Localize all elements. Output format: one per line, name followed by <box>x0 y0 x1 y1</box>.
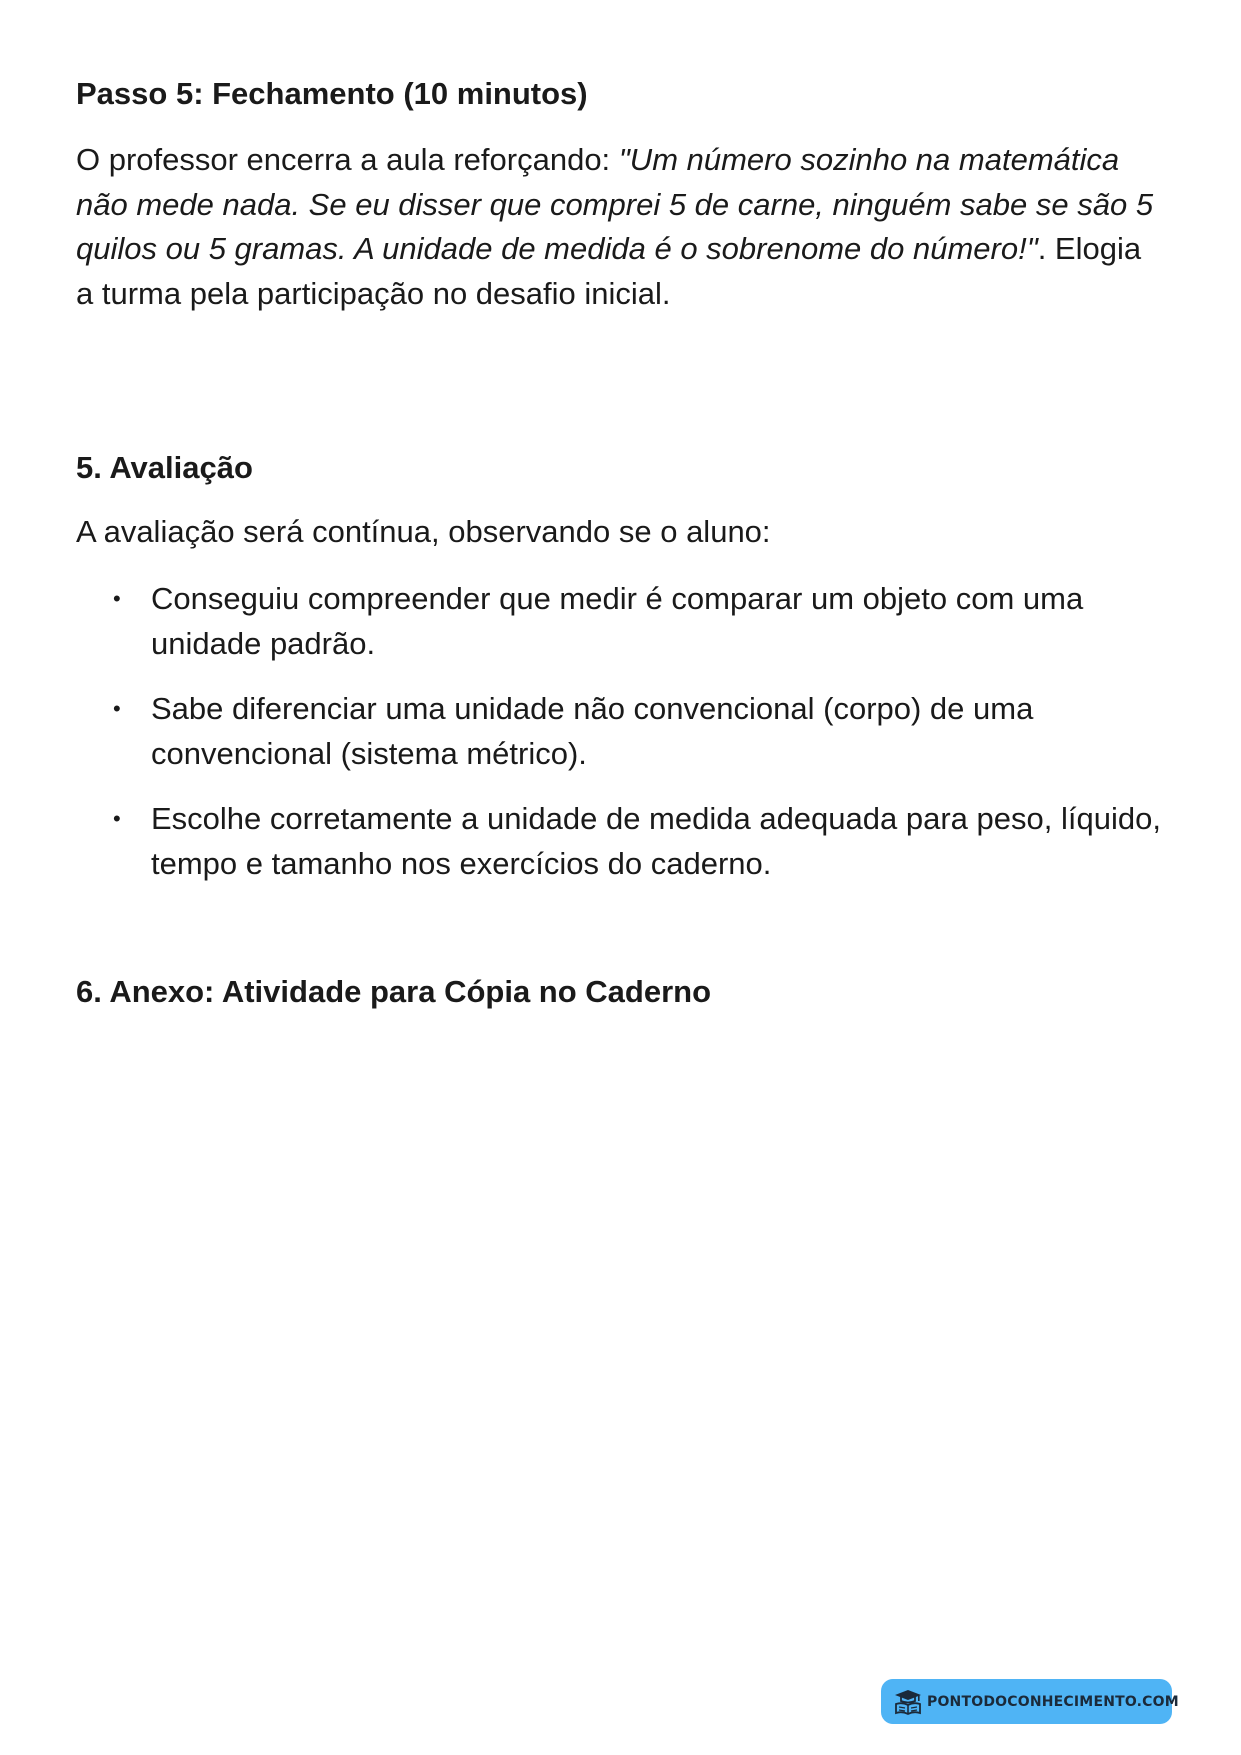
criterion-text: Sabe diferenciar uma unidade não convencional (corpo) de uma convencional (sistema métrico). <box>151 691 1034 771</box>
website-badge-link[interactable] <box>881 1679 1179 1724</box>
list-item <box>76 577 1176 666</box>
criterion-text: Escolhe corretamente a unidade de medida adequada para peso, líquido, tempo e tamanho nos exercícios do caderno. <box>151 801 1161 881</box>
criterion-text: Conseguiu compreender que medir é comparar um objeto com uma unidade padrão. <box>151 581 1084 661</box>
bullet: • <box>113 586 121 611</box>
step5-closing: . Elogia a turma pela participação no desafio inicial. <box>76 231 1142 311</box>
annex-heading: 6. Anexo: Atividade para Cópia no Caderno <box>76 974 712 1009</box>
step5-quote: "Um número sozinho na matemática não mede nada. Se eu disser que comprei 5 de carne, ninguém sabe se são 5 quilos ou 5 gramas. A unidade de medida é o sobrenome do número!" <box>76 142 1154 266</box>
list-item <box>76 687 1176 776</box>
list-item <box>76 797 1176 886</box>
bullet: • <box>113 806 121 831</box>
graduation-book-icon <box>893 1687 923 1717</box>
bullet: • <box>113 696 121 721</box>
evaluation-heading: 5. Avaliação <box>76 450 253 485</box>
step5-paragraph <box>76 138 1156 316</box>
evaluation-criteria-list <box>76 577 1176 907</box>
step5-intro: O professor encerra a aula reforçando: <box>76 142 619 177</box>
evaluation-intro: A avaliação será contínua, observando se o aluno: <box>76 514 771 549</box>
website-badge-text: PONTODOCONHECIMENTO.COM <box>927 1693 1179 1710</box>
step5-heading: Passo 5: Fechamento (10 minutos) <box>76 76 588 111</box>
